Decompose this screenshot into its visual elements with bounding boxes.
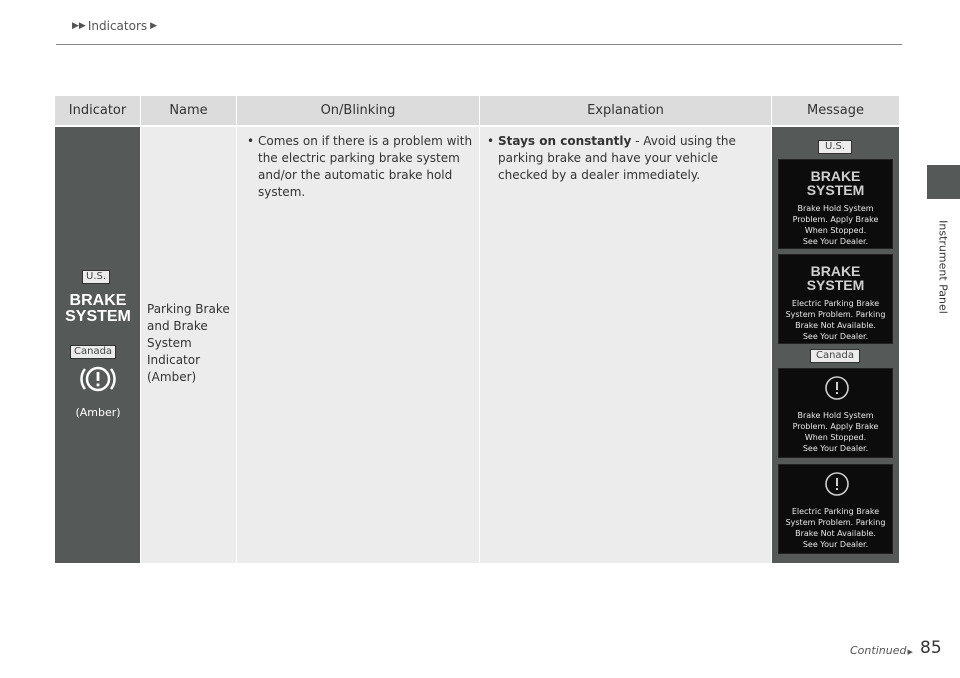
- double-arrow-icon: ▶▶: [72, 21, 86, 31]
- page-number: 85: [920, 638, 942, 658]
- warning-circle-icon: [824, 471, 850, 497]
- message-line: Problem. Apply Brake: [792, 422, 879, 431]
- message-line: See Your Dealer.: [802, 237, 869, 246]
- brake-warning-icon: [78, 361, 118, 397]
- breadcrumb-label: Indicators: [87, 19, 148, 33]
- message-box: [778, 464, 893, 554]
- explanation-bold: Stays on constantly: [498, 134, 632, 148]
- amber-note: (Amber): [75, 406, 121, 419]
- canada-tag: Canada: [70, 345, 116, 359]
- breadcrumb: [72, 19, 157, 33]
- message-line: Brake Not Available.: [795, 321, 876, 330]
- name-line: System: [147, 336, 192, 350]
- canada-tag: Canada: [810, 349, 860, 363]
- message-line: See Your Dealer.: [802, 332, 869, 341]
- name-line: Parking Brake: [147, 302, 230, 316]
- header-indicator: Indicator: [55, 96, 141, 125]
- on-blinking-line: system.: [258, 185, 306, 199]
- brake-title: BRAKE: [810, 263, 861, 279]
- message-box: [778, 254, 893, 344]
- system-title: SYSTEM: [806, 182, 865, 198]
- arrow-icon: ▶: [907, 648, 913, 656]
- on-blinking-line: Comes on if there is a problem with: [258, 134, 473, 148]
- header-explanation: Explanation: [480, 96, 772, 125]
- on-blinking-line: the electric parking brake system: [258, 151, 460, 165]
- name-line: and Brake: [147, 319, 208, 333]
- explanation-cell: [480, 127, 772, 563]
- explanation-line: parking brake and have your vehicle: [498, 151, 719, 165]
- message-line: Brake Not Available.: [795, 529, 876, 538]
- message-line: See Your Dealer.: [802, 540, 869, 549]
- message-line: Electric Parking Brake: [791, 299, 880, 308]
- brake-system-symbol: [55, 293, 141, 325]
- us-tag: U.S.: [82, 270, 110, 284]
- message-line: Electric Parking Brake: [791, 507, 880, 516]
- message-line: When Stopped.: [804, 226, 867, 235]
- section-tab-text: Instrument Panel: [936, 220, 950, 314]
- us-tag: U.S.: [818, 140, 852, 154]
- message-cell: [772, 127, 899, 563]
- message-line: System Problem. Parking: [785, 310, 886, 319]
- message-line: Brake Hold System: [797, 411, 874, 420]
- explanation-rest: - Avoid using the: [631, 134, 736, 148]
- section-tab-marker: [927, 165, 960, 199]
- continued-text: Continued: [850, 644, 907, 657]
- explanation-line: checked by a dealer immediately.: [498, 168, 701, 182]
- header-message: Message: [772, 96, 899, 125]
- message-line: Brake Hold System: [797, 204, 874, 213]
- name-line: Indicator: [147, 353, 201, 367]
- continued-label: [850, 644, 913, 657]
- on-blinking-cell: [237, 127, 480, 563]
- explanation-text: [487, 133, 768, 184]
- indicator-name: [147, 301, 230, 386]
- name-cell: [141, 127, 237, 563]
- header-name: Name: [141, 96, 237, 125]
- on-blinking-line: and/or the automatic brake hold: [258, 168, 453, 182]
- message-box: [778, 368, 893, 458]
- brake-line-1: BRAKE: [69, 292, 127, 309]
- system-title: SYSTEM: [806, 277, 865, 293]
- brake-title: BRAKE: [810, 168, 861, 184]
- warning-circle-icon: [824, 375, 850, 401]
- bullet-icon: •: [247, 134, 255, 148]
- bullet-icon: •: [487, 134, 495, 148]
- message-line: System Problem. Parking: [785, 518, 886, 527]
- indicator-table: [55, 96, 899, 563]
- header-rule: [56, 44, 902, 45]
- message-line: See Your Dealer.: [802, 444, 869, 453]
- message-line: When Stopped.: [804, 433, 867, 442]
- message-line: Problem. Apply Brake: [792, 215, 879, 224]
- indicator-cell: [55, 127, 141, 563]
- header-on-blinking: On/Blinking: [237, 96, 480, 125]
- on-blinking-text: [247, 133, 478, 201]
- arrow-icon: ▶: [150, 21, 158, 31]
- section-tab-label: [926, 212, 960, 322]
- brake-line-2: SYSTEM: [65, 308, 131, 325]
- name-line: (Amber): [147, 370, 197, 384]
- message-box: [778, 159, 893, 249]
